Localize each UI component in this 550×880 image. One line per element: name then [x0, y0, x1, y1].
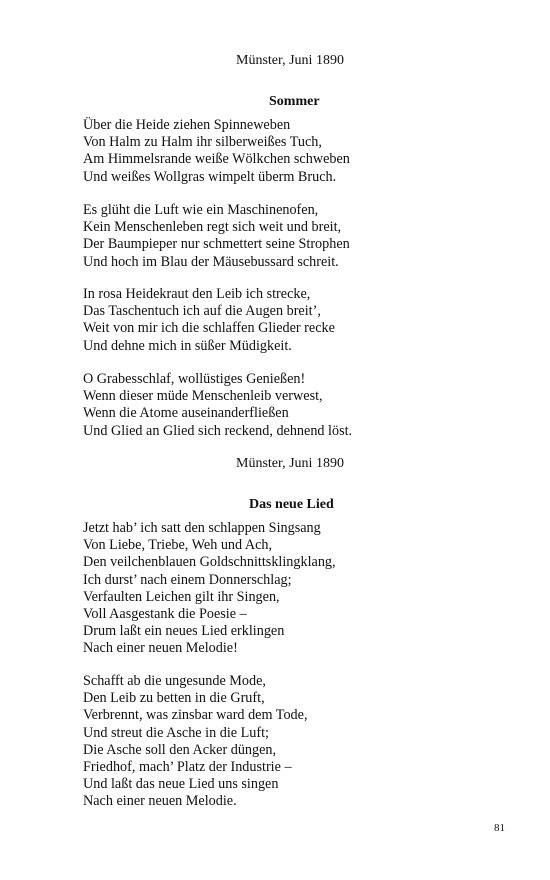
- verse-line: In rosa Heidekraut den Leib ich strecke,: [83, 286, 311, 302]
- verse-line: Von Liebe, Triebe, Weh und Ach,: [83, 537, 273, 554]
- sommer-stanza-4: [83, 371, 352, 440]
- lied-stanza-1: [83, 520, 336, 658]
- verse-line: Verfaulten Leichen gilt ihr Singen,: [83, 588, 280, 605]
- verse-line: Drum laßt ein neues Lied erklingen: [83, 623, 285, 640]
- verse-line: Ich durst’ nach einem Donnerschlag;: [83, 571, 292, 588]
- verse-line: O Grabesschlaf, wollüstiges Genießen!: [83, 371, 306, 387]
- header-date: Münster, Juni 1890: [236, 53, 344, 68]
- sommer-stanza-1: [83, 117, 350, 186]
- verse-line: Am Himmelsrande weiße Wölkchen schweben: [83, 151, 350, 168]
- verse-line: Und dehne mich in süßer Müdigkeit.: [83, 337, 292, 354]
- verse-line: Voll Aasgestank die Poesie –: [83, 605, 247, 622]
- verse-line: Der Baumpieper nur schmettert seine Strophen: [83, 236, 350, 253]
- verse-line: Das Taschentuch ich auf die Augen breit’,: [83, 303, 321, 320]
- verse-line: Den Leib zu betten in die Gruft,: [83, 690, 265, 707]
- verse-line: Und weißes Wollgras wimpelt überm Bruch.: [83, 168, 337, 185]
- verse-line: Die Asche soll den Acker düngen,: [83, 741, 277, 758]
- verse-line: Wenn dieser müde Menschenleib verwest,: [83, 388, 323, 405]
- verse-line: Kein Menschenleben regt sich weit und breit,: [83, 219, 342, 236]
- verse-line: Den veilchenblauen Goldschnittsklingklang,: [83, 554, 336, 571]
- verse-line: Und laßt das neue Lied uns singen: [83, 776, 279, 793]
- verse-line: Von Halm zu Halm ihr silberweißes Tuch,: [83, 134, 322, 151]
- verse-line: Friedhof, mach’ Platz der Industrie –: [83, 758, 292, 775]
- poem-title-sommer: Sommer: [269, 94, 320, 109]
- verse-line: Und hoch im Blau der Mäusebussard schreit.: [83, 253, 339, 270]
- sommer-stanza-3: [83, 286, 335, 355]
- verse-line: Und Glied an Glied sich reckend, dehnend löst.: [83, 422, 353, 439]
- poem-title-das-neue-lied: Das neue Lied: [249, 497, 334, 512]
- verse-line: Und streut die Asche in die Luft;: [83, 724, 269, 741]
- page-number: 81: [494, 822, 505, 834]
- sommer-date: Münster, Juni 1890: [236, 456, 344, 471]
- verse-line: Weit von mir ich die schlaffen Glieder recke: [83, 320, 335, 337]
- lied-stanza-2: [83, 673, 308, 811]
- verse-line: Verbrennt, was zinsbar ward dem Tode,: [83, 707, 308, 724]
- verse-line: Jetzt hab’ ich satt den schlappen Singsang: [83, 520, 321, 536]
- verse-line: Schafft ab die ungesunde Mode,: [83, 673, 266, 689]
- verse-line: Nach einer neuen Melodie.: [83, 793, 237, 810]
- verse-line: Wenn die Atome auseinanderfließen: [83, 405, 289, 422]
- verse-line: Nach einer neuen Melodie!: [83, 640, 238, 657]
- sommer-stanza-2: [83, 202, 350, 271]
- verse-line: Es glüht die Luft wie ein Maschinenofen,: [83, 202, 319, 218]
- verse-line: Über die Heide ziehen Spinneweben: [83, 117, 291, 133]
